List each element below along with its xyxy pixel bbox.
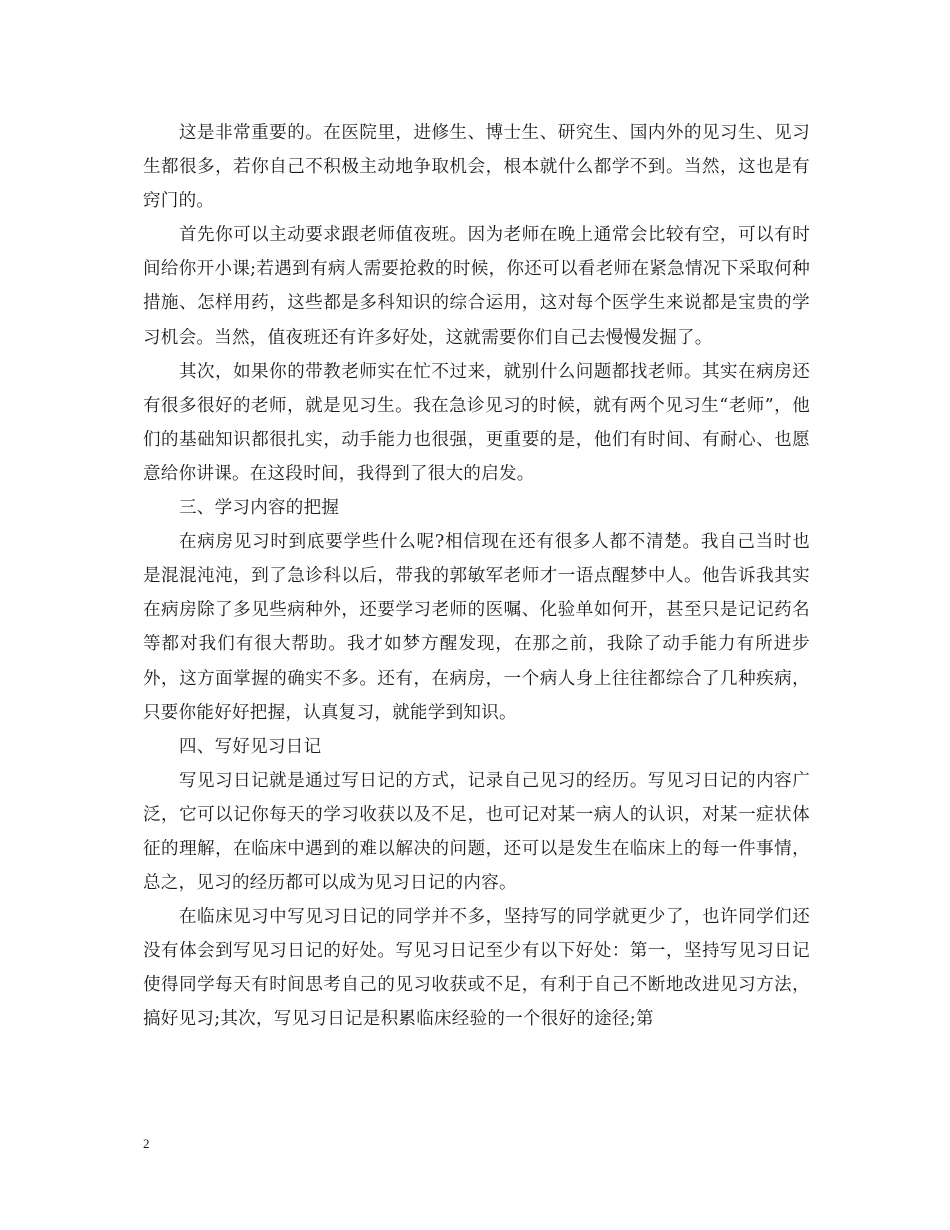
document-body (143, 116, 810, 1037)
paragraph: 在病房见习时到底要学些什么呢?相信现在还有很多人都不清楚。我自己当时也是混混沌沌，到了急诊科以后，带我的郭敏军老师才一语点醒梦中人。他告诉我其实在病房除了多见些病种外，还要学习老师的医嘱、化验单如何开，甚至只是记记药名等都对我们有很大帮助。我才如梦方醒发现，在那之前，我除了动手能力有所进步外，这方面掌握的确实不多。还有，在病房，一个病人身上往往都综合了几种疾病，只要你能好好把握，认真复习，就能学到知识。 (143, 532, 810, 723)
section-heading: 四、写好见习日记 (179, 736, 322, 757)
paragraph: 首先你可以主动要求跟老师值夜班。因为老师在晚上通常会比较有空，可以有时间给你开小课;若遇到有病人需要抢救的时候，你还可以看老师在紧急情况下采取何种措施、怎样用药，这些都是多科知识的综合运用，这对每个医学生来说都是宝贵的学习机会。当然，值夜班还有许多好处，这就需要你们自己去慢慢发掘了。 (143, 225, 810, 348)
paragraph: 这是非常重要的。在医院里，进修生、博士生、研究生、国内外的见习生、见习生都很多，若你自己不积极主动地争取机会，根本就什么都学不到。当然，这也是有窍门的。 (143, 123, 810, 212)
section-heading: 三、学习内容的把握 (179, 498, 340, 519)
paragraph: 写见习日记就是通过写日记的方式，记录自己见习的经历。写见习日记的内容广泛，它可以记你每天的学习收获以及不足，也可记对某一病人的认识，对某一症状体征的理解，在临床中遇到的难以解决的问题，还可以是发生在临床上的每一件事情，总之，见习的经历都可以成为见习日记的内容。 (143, 770, 810, 894)
paragraph: 在临床见习中写见习日记的同学并不多，坚持写的同学就更少了，也许同学们还没有体会到写见习日记的好处。写见习日记至少有以下好处：第一，坚持写见习日记使得同学每天有时间思考自己的见习收获或不足，有利于自己不断地改进见习方法，搞好见习;其次，写见习日记是积累临床经验的一个很好的途径;第 (143, 907, 810, 1030)
page-number: 2 (143, 1136, 150, 1151)
paragraph: 其次，如果你的带教老师实在忙不过来，就别什么问题都找老师。其实在病房还有很多很好的老师，就是见习生。我在急诊见习的时候，就有两个见习生“老师”，他们的基础知识都很扎实，动手能力也很强，更重要的是，他们有时间、有耐心、也愿意给你讲课。在这段时间，我得到了很大的启发。 (143, 361, 810, 484)
